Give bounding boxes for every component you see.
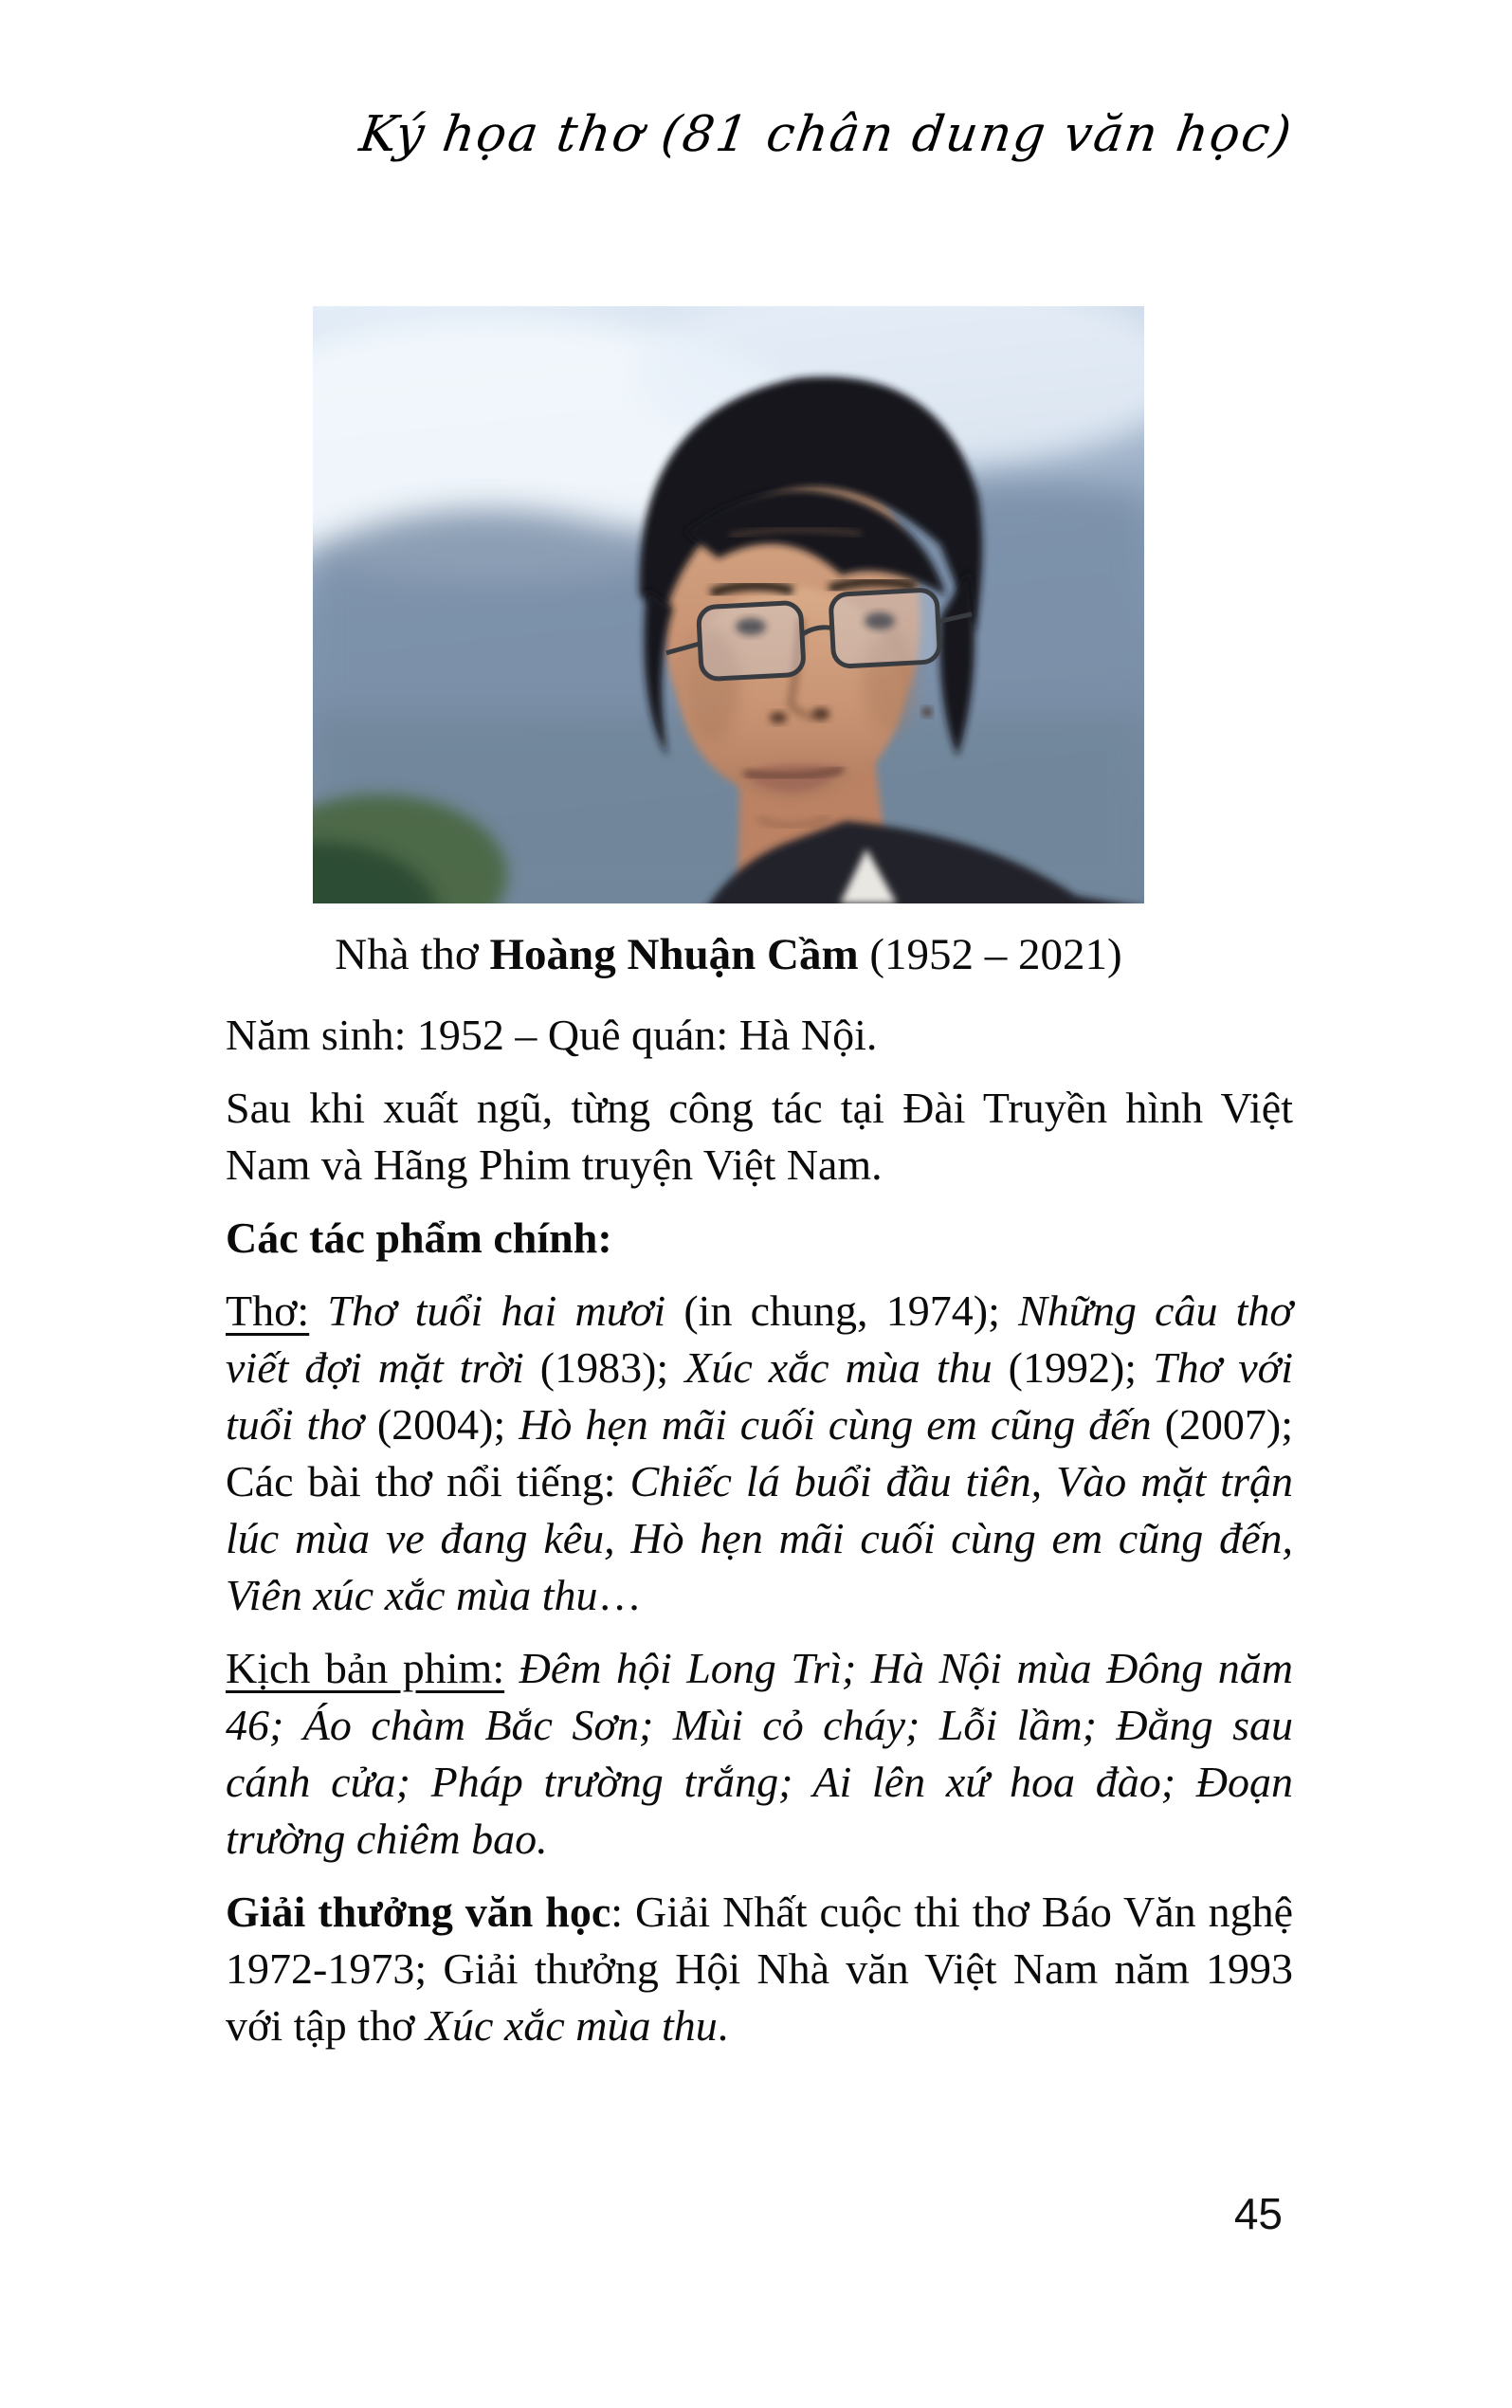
paragraph-awards bbox=[226, 1884, 1293, 2054]
text-segment: Hoàng Nhuận Cầm bbox=[489, 930, 859, 979]
text-segment: (2004); bbox=[363, 1400, 519, 1449]
portrait-photo bbox=[313, 306, 1144, 903]
text-segment bbox=[504, 1644, 519, 1692]
text-segment: : bbox=[597, 1213, 612, 1262]
text-segment: Các tác phẩm chính bbox=[226, 1213, 598, 1262]
text-segment: Những câu thơ viết đợi mặt trời bbox=[226, 1286, 1293, 1392]
text-segment: Đêm hội Long Trì; Hà Nội mùa Đông năm 46; Áo chàm Bắc Sơn; Mùi cỏ cháy; Lỗi lầm; Đằng sau cánh cửa; Pháp trường trắng; Ai lên xứ hoa đào; Đoạn trường chiêm bao. bbox=[226, 1644, 1293, 1863]
text-segment: Thơ tuổi hai mươi bbox=[327, 1286, 666, 1335]
paragraph-works-heading bbox=[226, 1210, 1293, 1267]
text-segment: Thơ: bbox=[226, 1286, 310, 1335]
text-segment: (in chung, 1974); bbox=[665, 1286, 1019, 1335]
text-segment: Hò hẹn mãi cuối cùng em cũng đến bbox=[519, 1400, 1152, 1449]
text-segment: (1952 – 2021) bbox=[858, 930, 1122, 979]
text-segment: Xúc xắc mùa thu bbox=[684, 1343, 993, 1392]
paragraph-birth-hometown bbox=[226, 1007, 1293, 1064]
text-segment: (1992); bbox=[992, 1343, 1154, 1392]
paragraph-career bbox=[226, 1080, 1293, 1194]
text-segment: Năm sinh: 1952 – Quê quán: Hà Nội. bbox=[226, 1011, 878, 1059]
text-segment: Thơ với tuổi thơ bbox=[226, 1343, 1293, 1449]
photo-caption bbox=[313, 929, 1144, 980]
text-segment bbox=[309, 1286, 327, 1335]
text-segment: Giải thưởng văn học bbox=[226, 1888, 611, 1936]
text-segment: … bbox=[597, 1571, 642, 1619]
running-header: Ký họa thơ (81 chân dung văn học) bbox=[355, 106, 1297, 163]
photo-mole bbox=[922, 707, 932, 717]
text-segment: Sau khi xuất ngũ, từng công tác tại Đài Truyền hình Việt Nam và Hãng Phim truyện Việt Nam. bbox=[226, 1084, 1293, 1189]
text-segment: Nhà thơ bbox=[335, 930, 490, 979]
paragraph-screenplays bbox=[226, 1640, 1293, 1868]
body-text bbox=[226, 1007, 1293, 2071]
photo-nostril bbox=[770, 712, 787, 723]
text-segment: Chiếc lá buổi đầu tiên, Vào mặt trận lúc mùa ve đang kêu, Hò hẹn mãi cuối cùng em cũng đến, Viên xúc xắc mùa thu bbox=[226, 1457, 1293, 1619]
page-number: 45 bbox=[1233, 2189, 1283, 2238]
paragraph-poetry-works bbox=[226, 1283, 1293, 1624]
text-segment: . bbox=[717, 2001, 729, 2050]
text-segment: Kịch bản phim: bbox=[226, 1644, 505, 1692]
photo-nostril bbox=[812, 708, 829, 720]
text-segment: Xúc xắc mùa thu bbox=[425, 2001, 718, 2050]
text-segment: : Giải Nhất cuộc thi thơ Báo Văn nghệ 1972-1973; Giải thưởng Hội Nhà văn Việt Nam năm 1993 với tập thơ bbox=[226, 1888, 1294, 2050]
text-segment: (1983); bbox=[523, 1343, 685, 1392]
text-segment: (2007); Các bài thơ nổi tiếng: bbox=[226, 1400, 1294, 1505]
